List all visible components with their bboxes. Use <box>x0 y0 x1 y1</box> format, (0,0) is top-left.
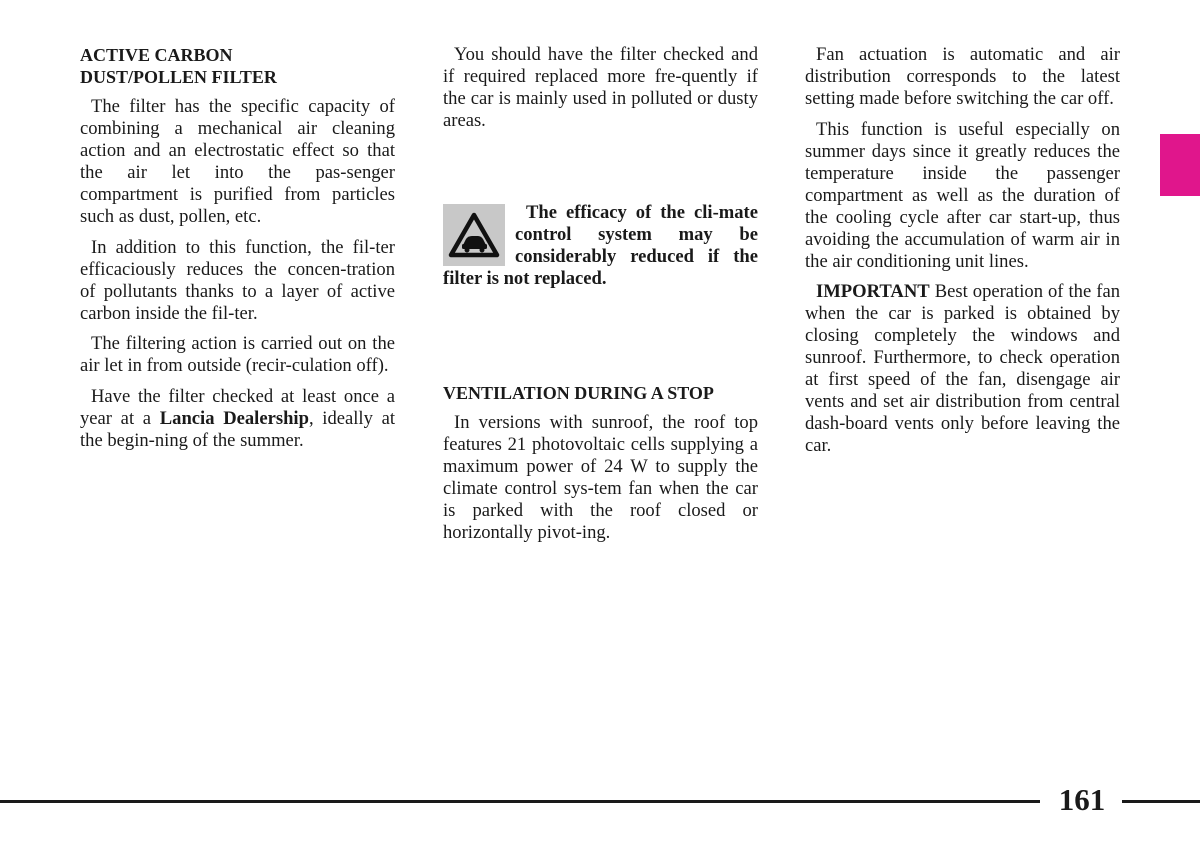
dealer-name: Lancia Dealership <box>159 407 309 429</box>
warning-box <box>443 202 758 290</box>
footer-rule-left <box>0 800 1040 803</box>
paragraph: In versions with sunroof, the roof top features 21 photovoltaic cells supplying a maximum power of 24 W to supply the climate control sys-tem fan when the car is parked with the roof closed or horizontally pivot-ing. <box>443 412 758 543</box>
paragraph: The filtering action is carried out on the air let in from outside (recir-culation off). <box>80 333 395 376</box>
important-label: IMPORTANT <box>816 281 930 302</box>
paragraph: Fan actuation is automatic and air distribution corresponds to the latest setting made before switching the car off. <box>805 44 1120 109</box>
section-tab-marker <box>1160 134 1200 196</box>
paragraph: You should have the filter checked and if required replaced more fre-quently if the car is mainly used in polluted or dusty areas. <box>443 44 758 131</box>
warning-text: The efficacy of the cli-mate control system may be considerably reduced if the filter is not replaced. <box>443 202 758 289</box>
column-3 <box>805 44 1120 466</box>
page-number: 161 <box>1058 782 1106 817</box>
paragraph: Have the filter checked at least once a year at a Lancia Dealership, ideally at the begin-ning of the summer. <box>80 385 395 451</box>
column-1 <box>80 44 395 460</box>
footer-rule-right <box>1122 800 1200 803</box>
section-heading-ventilation: VENTILATION DURING A STOP <box>443 383 714 403</box>
section-heading-filter: ACTIVE CARBON DUST/POLLEN FILTER <box>80 45 277 87</box>
warning-triangle-car-icon <box>443 204 505 266</box>
paragraph: IMPORTANT Best operation of the fan when the car is parked is obtained by closing completely the windows and sunroof. Furthermore, to check operation at first speed of the fan, disengage air vents and set air distribution from central dash-board vents only before leaving the car. <box>805 281 1120 456</box>
paragraph: In addition to this function, the fil-ter efficaciously reduces the concen-tration of pollutants thanks to a layer of active carbon inside the fil-ter. <box>80 236 395 324</box>
paragraph: The filter has the specific capacity of combining a mechanical air cleaning action and an electrostatic effect so that the air let into the pas-senger compartment is purified from particles such as dust, pollen, etc. <box>80 96 395 227</box>
column-2 <box>443 44 758 553</box>
paragraph: This function is useful especially on summer days since it greatly reduces the temperature inside the passenger compartment as well as the duration of the cooling cycle after car start-up, thus avoiding the accumulation of warm air in the air conditioning unit lines. <box>805 118 1120 272</box>
